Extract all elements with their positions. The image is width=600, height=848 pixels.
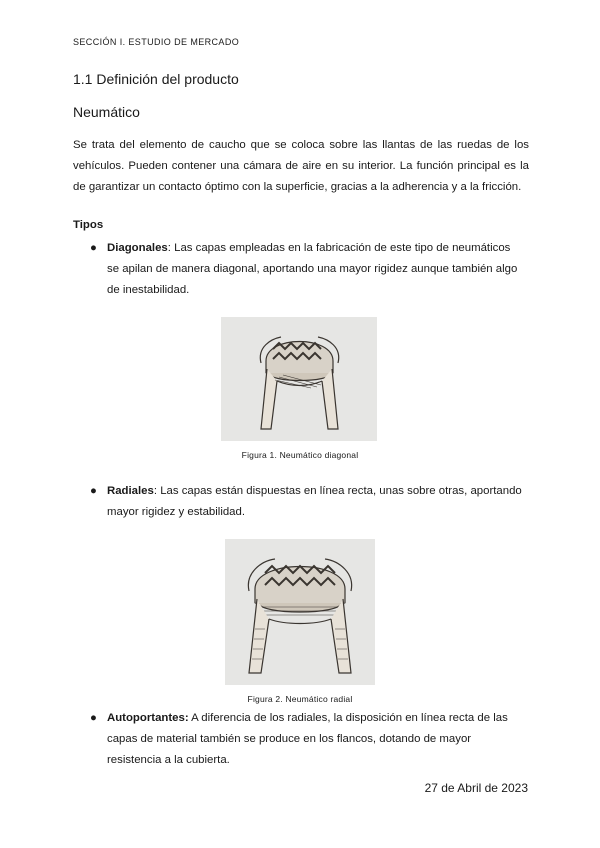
section-title: 1.1 Definición del producto [73,71,239,87]
type-name: Radiales [107,485,154,497]
tire-illustration [225,539,375,685]
type-description: A diferencia de los radiales, la disposición en línea recta de las capas de material también se produce en los flancos, dotando de mayor resistencia a la cubierta. [107,712,508,766]
subsection-title: Neumático [73,104,140,120]
type-name: Diagonales [107,242,168,254]
list-item-autoportantes [90,708,522,771]
list-item-diagonales [90,238,522,301]
list-item-radiales [90,481,522,523]
section-header: SECCIÓN I. ESTUDIO DE MERCADO [73,37,240,47]
type-name: Autoportantes: [107,712,189,724]
figure-diagonal-tire [221,317,377,441]
type-description: : Las capas están dispuestas en línea recta, unas sobre otras, aportando mayor rigidez y estabilidad. [107,485,522,518]
intro-paragraph: Se trata del elemento de caucho que se coloca sobre las llantas de las ruedas de los vehículos. Pueden contener una cámara de aire en su interior. La función principal es la de garantizar un contacto óptimo con la superficie, gracias a la adherencia y a la fricción. [73,139,529,193]
bullet-dot: ● [90,485,97,497]
tire-illustration [221,317,377,441]
bullet-dot: ● [90,712,97,724]
figure-2-caption: Figura 2. Neumático radial [247,694,353,704]
types-heading: Tipos [73,219,104,231]
footer-date: 27 de Abril de 2023 [424,781,528,795]
type-description: : Las capas empleadas en la fabricación de este tipo de neumáticos se apilan de manera diagonal, aportando una mayor rigidez aunque también algo de inestabilidad. [107,242,518,296]
figure-1-caption: Figura 1. Neumático diagonal [241,450,359,460]
figure-radial-tire [225,539,375,685]
bullet-dot: ● [90,242,97,254]
